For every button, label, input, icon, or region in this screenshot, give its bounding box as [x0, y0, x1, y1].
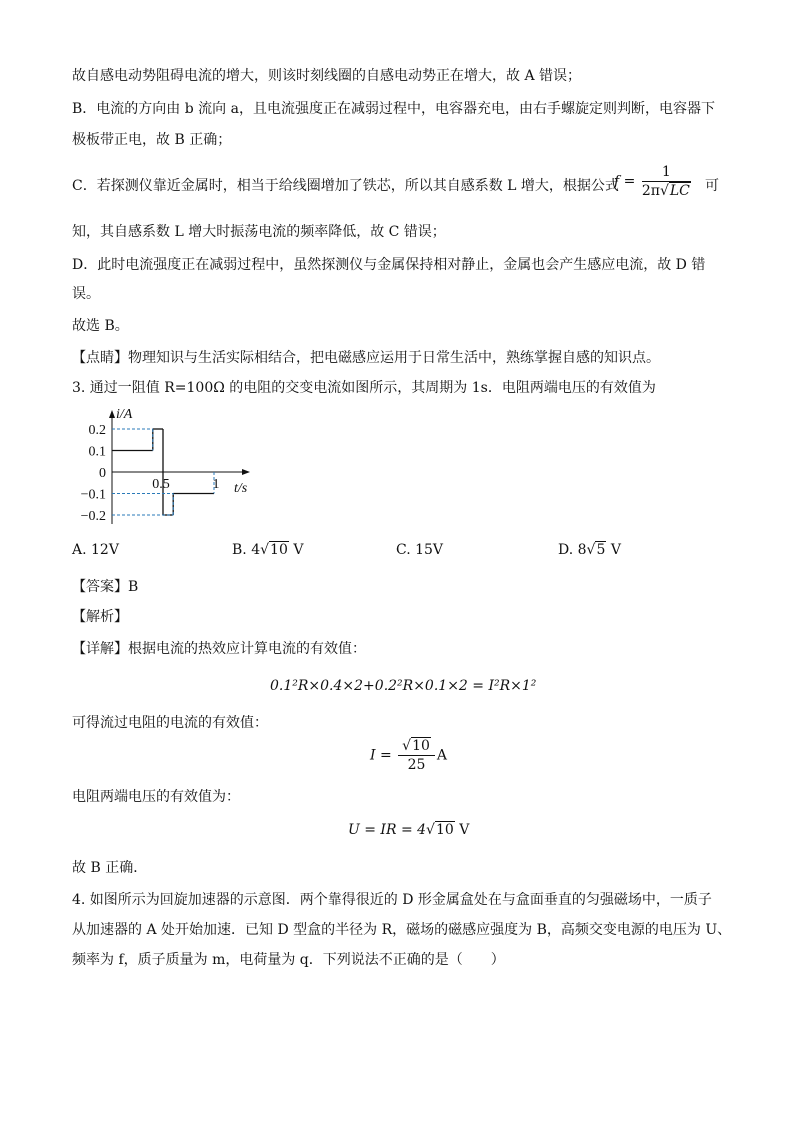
question-4-line-2: 从加速器的 A 处开始加速．已知 D 型盒的半径为 R，磁场的磁感应强度为 B，高频交变电源的电压为 U、: [72, 922, 732, 938]
option-d-label: D. 8: [558, 542, 587, 558]
eq-voltage-unit: V: [459, 822, 470, 838]
eq-current-lhs: I =: [370, 747, 392, 764]
option-d-unit: V: [610, 542, 621, 558]
option-b-radicand: 10: [270, 542, 288, 558]
option-b-unit: V: [293, 542, 304, 558]
option-d: D. 8√5 V: [558, 542, 621, 558]
option-c: C. 15V: [396, 542, 444, 558]
formula-fraction: [642, 163, 691, 200]
question-3: 3. 通过一阻值 R=100Ω 的电阻的交变电流如图所示，其周期为 1s．电阻两端电压的有效值为: [72, 380, 656, 396]
eq-current-numerator: √10: [398, 737, 435, 756]
text-line: C．若探测仪靠近金属时，相当于给线圈增加了铁芯，所以其自感系数 L 增大，根据公式: [72, 178, 619, 194]
formula-frequency: [614, 163, 693, 200]
x-tick-label: 1: [212, 477, 220, 492]
question-4-line-1: 4. 如图所示为回旋加速器的示意图．两个靠得很近的 D 形金属盒处在与盒面垂直的匀强磁场中，一质子: [72, 892, 712, 908]
y-tick-label: −0.2: [80, 509, 106, 524]
text-line: 故选 B。: [72, 318, 129, 334]
formula-den-radicand: LC: [669, 183, 690, 199]
y-tick-label: 0.1: [88, 444, 106, 460]
text-line: B．电流的方向由 b 流向 a，且电流强度正在减弱过程中，电容器充电，由右手螺旋定则判断，电容器下: [72, 101, 715, 117]
eq-current-denominator: 25: [407, 757, 426, 773]
eq-current-unit: A: [436, 747, 448, 764]
formula-numerator: 1: [642, 163, 691, 182]
text-line: 知，其自感系数 L 增大时振荡电流的频率降低，故 C 错误；: [72, 224, 446, 240]
eq-voltage-lhs: U = IR = 4: [348, 822, 427, 838]
y-axis-label: i/A: [116, 407, 133, 422]
y-tick-label: 0: [99, 466, 106, 481]
y-tick-label: −0.1: [80, 487, 106, 503]
text-line: D．此时电流强度正在减弱过程中，虽然探测仪与金属保持相对静止，金属也会产生感应电流，故 D 错: [72, 257, 706, 273]
formula-den-prefix: 2π: [641, 183, 660, 199]
text-line: 误。: [72, 286, 100, 302]
conclusion: 故 B 正确．: [72, 860, 148, 876]
x-axis-arrow: [242, 469, 250, 475]
option-d-radicand: 5: [596, 542, 606, 558]
option-b-label: B. 4: [232, 542, 261, 558]
equation-heat: 0.1²R×0.4×2+0.2²R×0.1×2 = I²R×1²: [270, 678, 537, 694]
y-tick-label: 0.2: [88, 423, 106, 438]
x-tick-label: 0.5: [152, 477, 170, 492]
current-time-graph: [70, 404, 260, 529]
answer-label: 【答案】B: [72, 579, 139, 595]
x-axis-label: t/s: [234, 481, 248, 496]
y-axis-arrow: [109, 410, 115, 418]
eq-current-radicand: 10: [412, 738, 430, 754]
eq-voltage-radicand: 10: [435, 822, 454, 838]
eq-current-fraction: [398, 737, 435, 774]
text-line: 【点睛】物理知识与生活实际相结合，把电磁感应运用于日常生活中，熟练掌握自感的知识点。: [72, 350, 660, 366]
equation-current: [370, 737, 447, 774]
option-b: B. 4√10 V: [232, 542, 304, 558]
text-line: 可: [705, 178, 719, 194]
text-line: 极板带正电，故 B 正确；: [72, 132, 232, 148]
option-a: A. 12V: [72, 542, 119, 558]
text-line: 故自感电动势阻碍电流的增大，则该时刻线圈的自感电动势正在增大，故 A 错误；: [72, 68, 582, 84]
formula-lhs: f =: [614, 173, 636, 190]
analysis-label: 【解析】: [72, 609, 128, 625]
text-line: 电阻两端电压的有效值为：: [72, 789, 240, 805]
question-4-line-3: 频率为 f，质子质量为 m，电荷量为 q．下列说法不正确的是（ ）: [72, 952, 505, 968]
formula-denominator: 2π√LC: [641, 183, 690, 199]
equation-voltage: U = IR = 4√10 V: [348, 822, 470, 838]
detail-label: 【详解】根据电流的热效应计算电流的有效值：: [72, 641, 366, 657]
text-line: 可得流过电阻的电流的有效值：: [72, 715, 268, 731]
